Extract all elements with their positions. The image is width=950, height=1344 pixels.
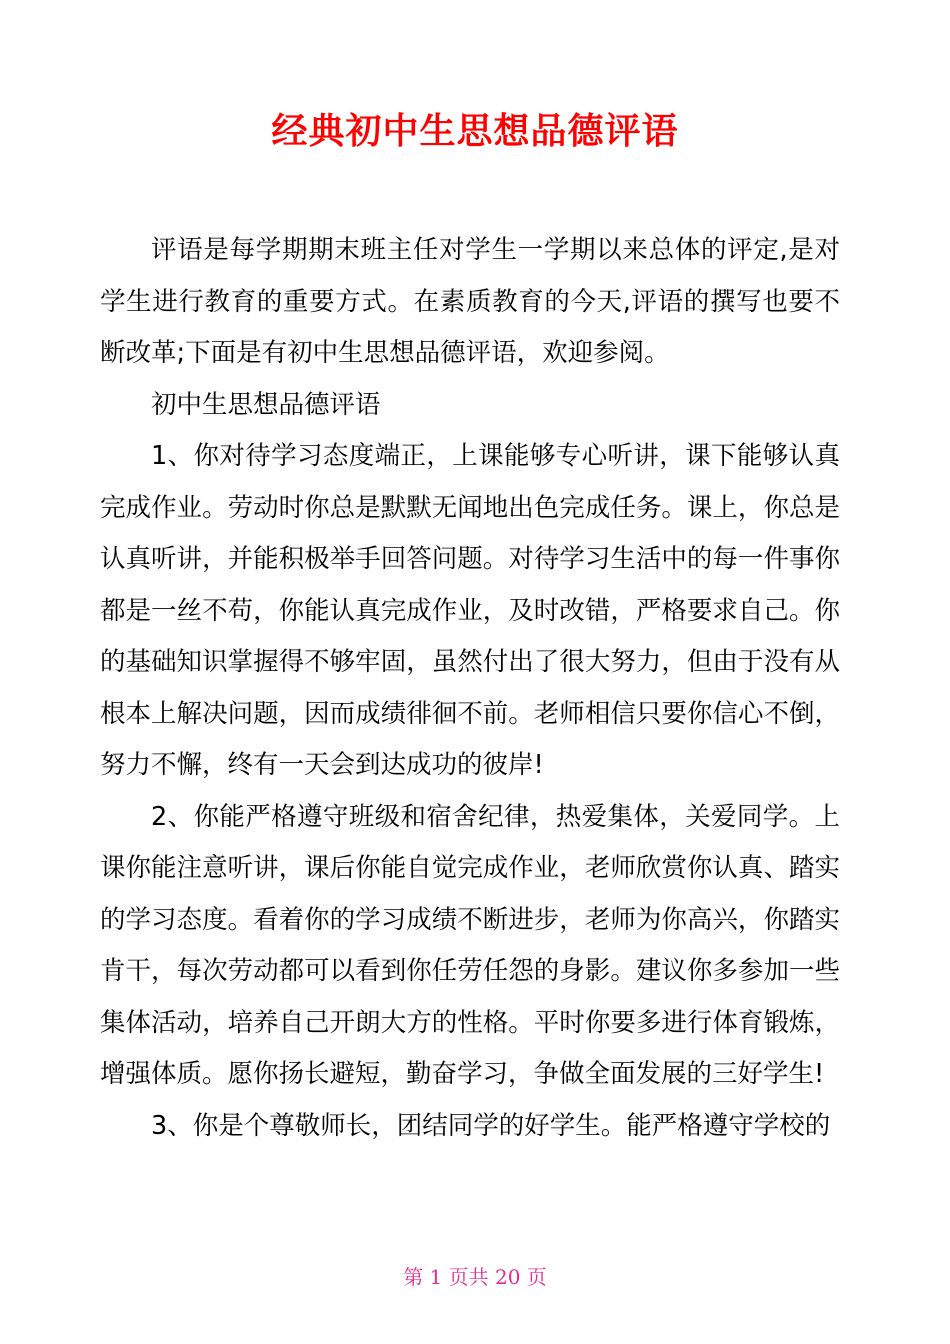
intro-paragraph: 评语是每学期期末班主任对学生一学期以来总体的评定,是对学生进行教育的重要方式。在素质教育的今天,评语的撰写也要不断改革;下面是有初中生思想品德评语，欢迎参阅。 — [100, 235, 840, 368]
document-body — [100, 225, 840, 1152]
comment-paragraph-3: 3、你是个尊敬师长，团结同学的好学生。能严格遵守学校的 — [151, 1110, 831, 1141]
document-title: 经典初中生思想品德评语 — [271, 111, 679, 152]
comment-paragraph-1: 1、你对待学习态度端正，上课能够专心听讲，课下能够认真完成作业。劳动时你总是默默无闻地出色完成任务。课上，你总是认真听讲，并能积极举手回答问题。对待学习生活中的每一件事你都是一丝不苟，你能认真完成作业，及时改错，严格要求自己。你的基础知识掌握得不够牢固，虽然付出了很大努力，但由于没有从根本上解决问题，因而成绩徘徊不前。老师相信只要你信心不倒，努力不懈，终有一天会到达成功的彼岸! — [100, 441, 840, 780]
page-footer: 第 1 页共 20 页 — [403, 1265, 547, 1289]
section-heading: 初中生思想品德评语 — [151, 389, 381, 420]
comment-paragraph-2: 2、你能严格遵守班级和宿舍纪律，热爱集体，关爱同学。上课你能注意听讲，课后你能自觉完成作业，老师欣赏你认真、踏实的学习态度。看着你的学习成绩不断进步，老师为你高兴，你踏实肯干，每次劳动都可以看到你任劳任怨的身影。建议你多参加一些集体活动，培养自己开朗大方的性格。平时你要多进行体育锻炼，增强体质。愿你扬长避短，勤奋学习，争做全面发展的三好学生! — [100, 801, 840, 1089]
